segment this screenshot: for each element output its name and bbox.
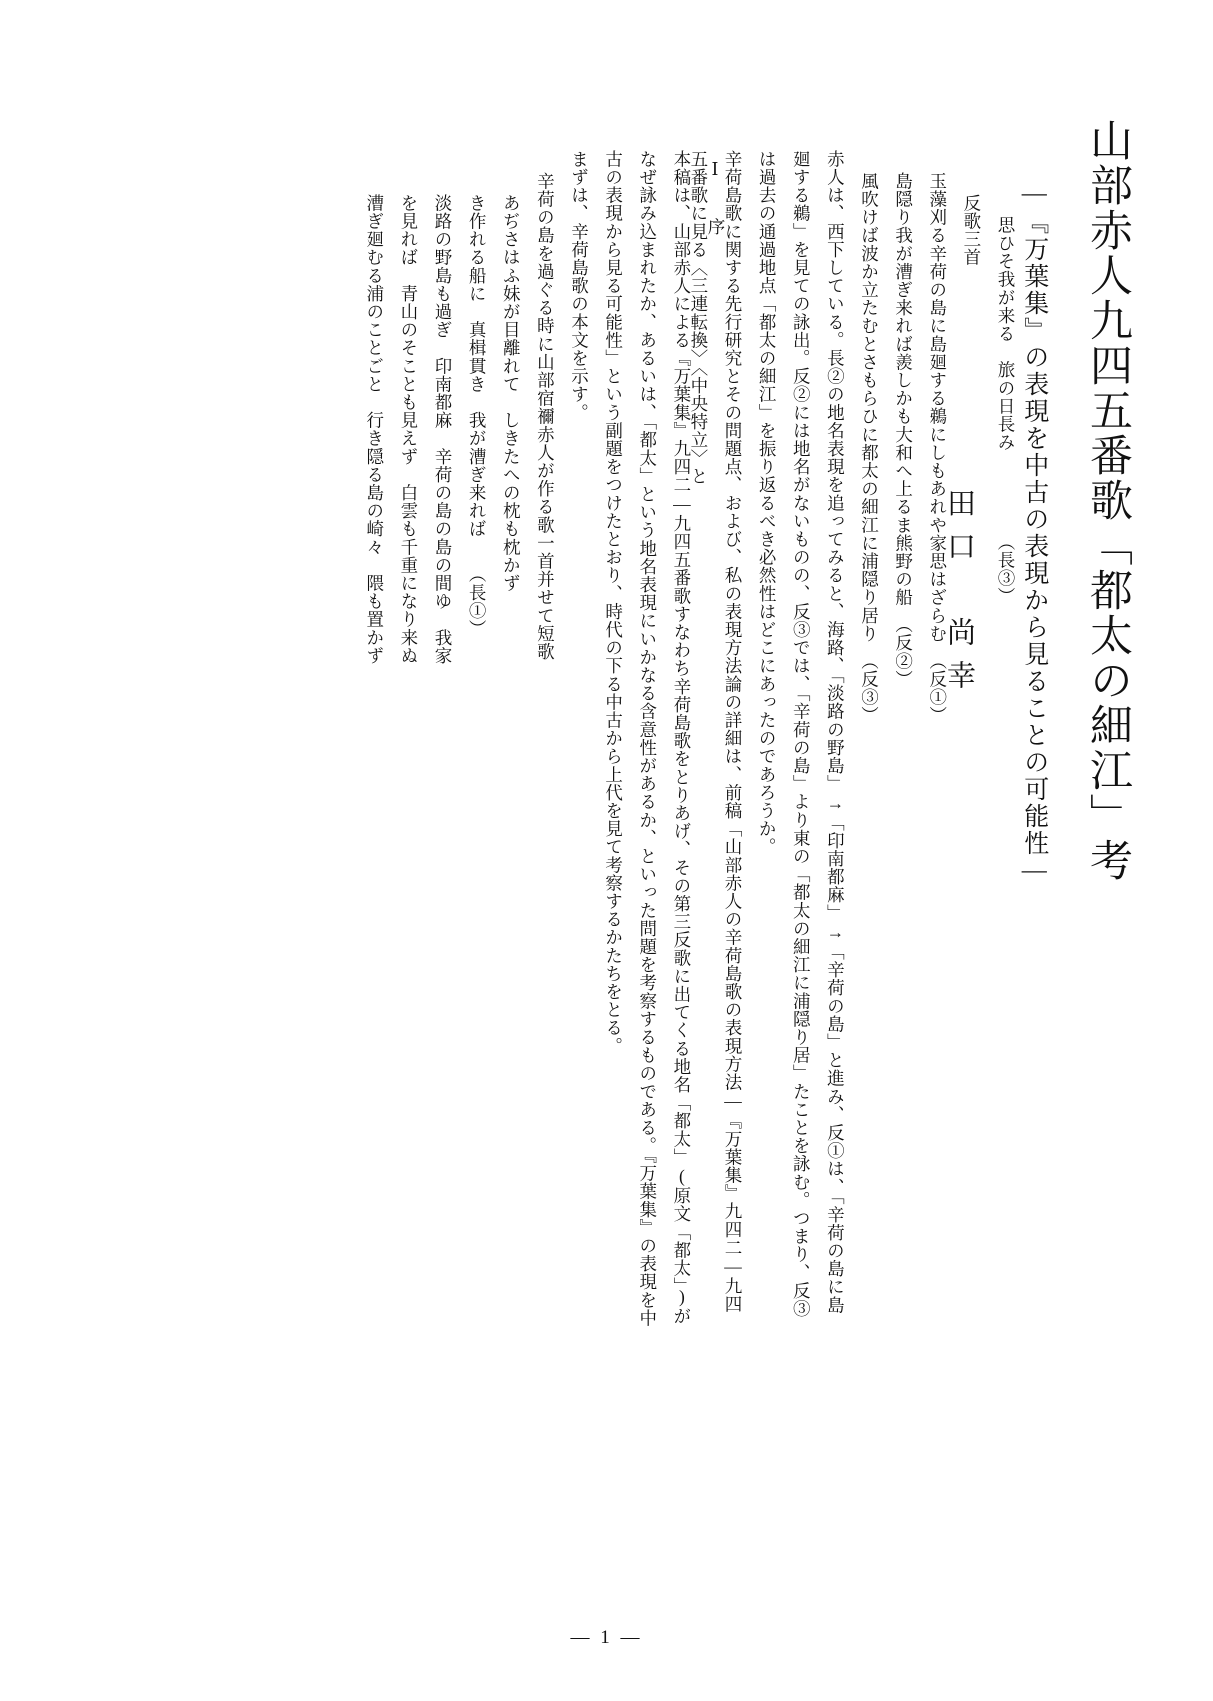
section-heading-1: Ⅰ 序	[706, 160, 726, 245]
poem-line-5: 漕ぎ廻むる浦のことごと 行き隠る島の崎々 隈も置かず	[364, 194, 385, 665]
paragraph-analysis-2: 辛荷島歌に関する先行研究とその問題点、および、私の表現方法論の詳細は、前稿「山部赤人の辛荷島歌の表現方法―『万葉集』九四二―九四五番歌に見る〈三連転換〉〈中央特立〉と	[688, 150, 743, 1314]
poem-line-6: 思ひそ我が来る 旅の日長み （長③）	[996, 216, 1016, 606]
body-column-right	[358, 150, 733, 1330]
page-subtitle: ―『万葉集』の表現を中古の表現から見ることの可能性―	[1020, 180, 1048, 886]
page-number: — 1 —	[570, 1627, 643, 1648]
author-name: 田口 尚幸	[943, 488, 975, 703]
poem-line-3: 淡路の野島も過ぎ 印南都麻 辛荷の島の島の間ゆ 我家	[433, 194, 453, 665]
poem-line-4: を見れば 青山のそことも見えず 白雲も千重になり来ぬ	[398, 194, 419, 665]
paragraph-analysis-1: 赤人は、西下している。長②の地名表現を追ってみると、海路、「淡路の野島」→「印南都麻」→「辛荷の島」と進み、反①は、「辛荷の島に島廻する鵜」を見ての詠出。反②には地名がないものの、反③では、「辛荷の島」より東の「都太の細江に浦隠り居」たことを詠む。つまり、反③は過去の通過地点「都太の細江」を振り返るべき必然性はどこにあったのであろうか。	[757, 150, 846, 1318]
hanka-heading: 反歌三首	[961, 194, 982, 267]
hanka-line-1: 玉藻刈る辛荷の島に島廻する鵜にしもあれや家思はざらむ （反①）	[927, 172, 948, 725]
hanka-line-3: 風吹けば波か立たむとさもらひに都太の細江に浦隠り居り （反③）	[859, 172, 880, 725]
poem-line-1: あぢさはふ妹が目離れて しきたへの枕も枕かず	[501, 194, 522, 593]
paragraph-lead-in: まずは、辛荷島歌の本文を示す。	[569, 150, 590, 422]
page-title: 山部赤人九四五番歌「都太の細江」考	[1084, 118, 1131, 883]
body-column-left	[682, 150, 1023, 1330]
poem-title-line: 辛荷の島を過ぐる時に山部宿禰赤人が作る歌一首并せて短歌	[535, 172, 556, 661]
paragraph-intro: 本稿は、山部赤人による『万葉集』九四二―九四五番歌すなわち辛荷島歌をとりあげ、その第三反歌に出てくる地名「都太」(原文「都太」)がなぜ詠み込まれたか、あるいは、「都太」という地名表現にいかなる含意性があるか、といった問題を考察するものである。『万葉集』の表現を中古の表現から見る可能性」という副題をつけたとおり、時代の下る中古から上代を見て考察するかたちをとる。	[603, 150, 692, 1328]
poem-line-2: き作れる船に 真楫貫き 我が漕ぎ来れば （長①）	[467, 194, 488, 638]
hanka-line-2: 島隠り我が漕ぎ来れば羨しかも大和へ上るま熊野の船 （反②）	[893, 172, 914, 689]
